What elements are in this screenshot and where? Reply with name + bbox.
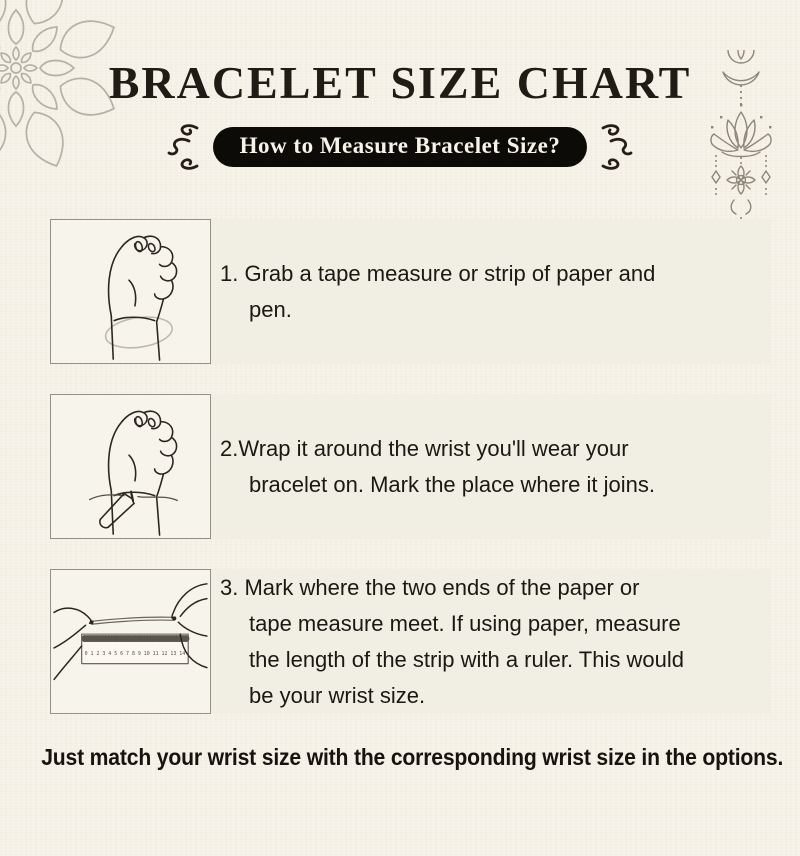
step-row-3	[50, 569, 770, 714]
step-line: 3. Mark where the two ends of the paper or	[220, 574, 640, 600]
footer-note-row	[0, 744, 800, 771]
ruler-measuring-strip-icon	[52, 571, 209, 712]
hand-with-tape-loop-icon	[52, 221, 209, 362]
step-line: 1. Grab a tape measure or strip of paper and	[220, 260, 656, 286]
step-line: be your wrist size.	[249, 682, 426, 708]
hand-marking-wrist-with-pen-icon	[52, 396, 209, 537]
step-line: the length of the strip with a ruler. This would	[249, 646, 684, 672]
flourish-left-icon	[166, 122, 200, 172]
flourish-right-icon	[600, 122, 634, 172]
step-1-illustration-box	[50, 219, 211, 364]
steps-list	[0, 219, 800, 714]
step-2-text	[220, 394, 655, 539]
step-3-text	[220, 569, 684, 714]
subtitle-row	[0, 122, 800, 172]
step-row-1	[50, 219, 770, 364]
step-line: bracelet on. Mark the place where it joins.	[249, 471, 655, 497]
step-line: pen.	[249, 296, 292, 322]
subtitle-badge: How to Measure Bracelet Size?	[213, 127, 588, 167]
step-line: tape measure meet. If using paper, measure	[249, 610, 681, 636]
footer-note: Just match your wrist size with the corresponding wrist size in the options.	[41, 744, 784, 770]
step-row-2	[50, 394, 770, 539]
step-3-illustration-box	[50, 569, 211, 714]
page-title: BRACELET SIZE CHART	[108, 57, 692, 108]
step-2-illustration-box	[50, 394, 211, 539]
ruler-numbers: 0 1 2 3 4 5 6 7 8 9 10 11 12 13 14	[84, 650, 186, 657]
bracelet-size-chart-page	[0, 56, 800, 856]
step-line: 2.Wrap it around the wrist you'll wear your	[220, 435, 629, 461]
step-1-text	[220, 219, 655, 364]
